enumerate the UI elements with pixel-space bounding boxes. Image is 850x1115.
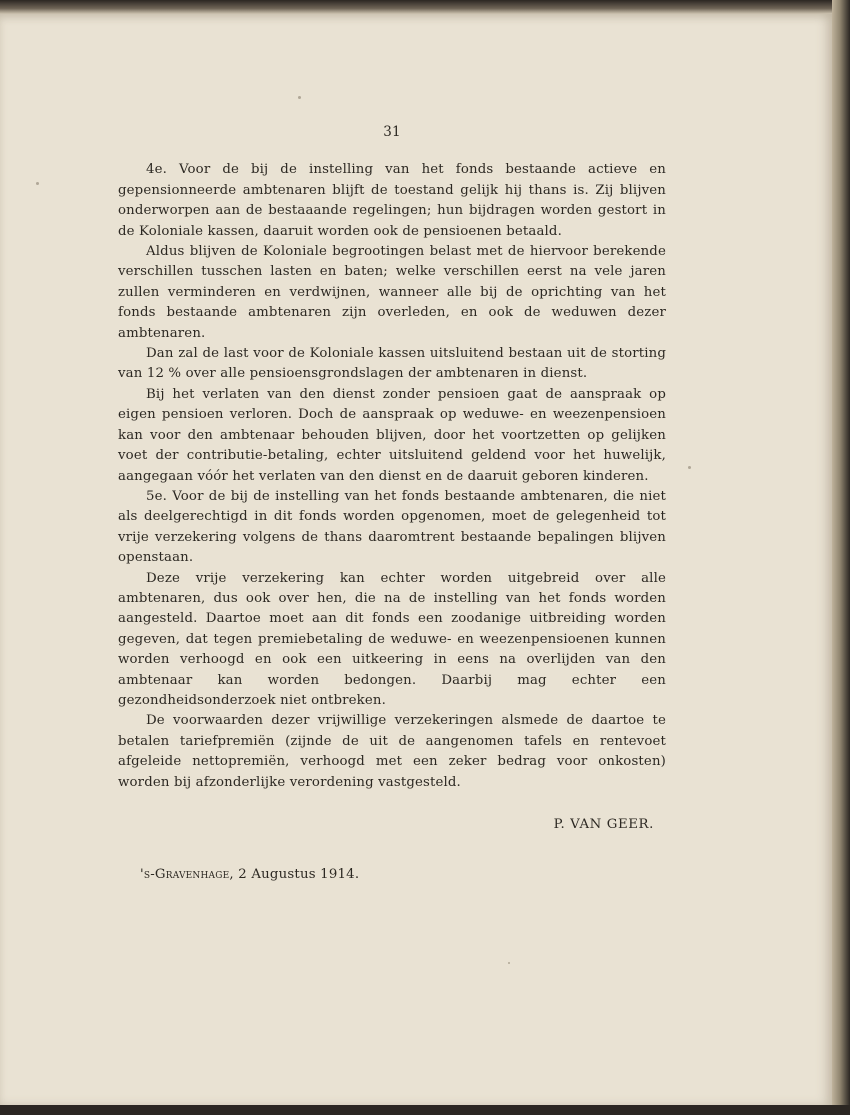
paragraph-4e: 4e. Voor de bij de instelling van het fonds bestaande actieve en gepensionneerde ambtenaren blijft de toestand gelijk hij thans is. Zij blijven onderworpen aan de bestaaande regelingen; hun bijdragen worden gestort in de Koloniale kassen, daaruit worden ook de pensioenen betaald. bbox=[118, 162, 666, 239]
paragraph-bij: Bij het verlaten van den dienst zonder pensioen gaat de aanspraak op eigen pensioen verloren. Doch de aanspraak op weduwe- en weezenpensioen kan voor den ambtenaar behouden blijven, door het voortzetten op gelijken voet der contributie-betaling, echter uitsluitend geldend voor het huwelijk, aangegaan vóór het verlaten van den dienst en de daaruit geboren kinderen. bbox=[118, 386, 666, 484]
paper-speck bbox=[36, 182, 39, 185]
place-name: 's-Gravenhage bbox=[140, 867, 230, 883]
date-text: , 2 Augustus 1914. bbox=[229, 867, 360, 883]
paragraph-de-voorwaarden: De voorwaarden dezer vrijwillige verzekeringen alsmede de daartoe te betalen tariefpremiën (zijnde de uit de aangenomen tafels en rentevoet afgeleide nettopremiën, verhoogd met een zeker bedrag voor onkosten) worden bij afzonderlijke verordening vastgesteld. bbox=[118, 713, 666, 790]
paper-speck bbox=[298, 96, 301, 99]
signature: P. VAN GEER. bbox=[553, 817, 654, 832]
page-top-edge bbox=[0, 0, 850, 14]
paragraph-deze: Deze vrije verzekering kan echter worden uitgebreid over alle ambtenaren, dus ook over hen, die na de instelling van het fonds worden aangesteld. Daartoe moet aan dit fonds een zoodanige uitbreiding worden gegeven, dat tegen premiebetaling de weduwe- en weezenpensioenen kunnen worden verhoogd en ook een uitkeering in eens na overlijden van den ambtenaar kan worden bedongen. Daarbij mag echter een gezondheidsonderzoek niet ontbreken. bbox=[118, 570, 666, 708]
page-right-edge bbox=[832, 0, 850, 1115]
document-body bbox=[118, 108, 666, 886]
paragraph-dan: Dan zal de last voor de Koloniale kassen uitsluitend bestaan uit de storting van 12 % over alle pensioensgrondslagen der ambtenaren in dienst. bbox=[118, 346, 666, 382]
page-number: 31 bbox=[383, 124, 401, 140]
paper-speck bbox=[688, 466, 691, 469]
page-bottom-edge bbox=[0, 1105, 850, 1115]
paragraph-aldus: Aldus blijven de Koloniale begrootingen belast met de hiervoor berekende verschillen tusschen lasten en baten; welke verschillen eerst na vele jaren zullen verminderen en verdwijnen, wanneer alle bij de oprichting van het fonds bestaande ambtenaren zijn overleden, en ook de weduwen dezer ambtenaren. bbox=[118, 244, 666, 341]
paper-speck bbox=[508, 962, 510, 964]
place-date-line bbox=[118, 865, 666, 885]
paragraph-5e: 5e. Voor de bij de instelling van het fonds bestaande ambtenaren, die niet als deelgerechtigd in dit fonds worden opgenomen, moet de gelegenheid tot vrije verzekering volgens de thans daaromtrent bestaande bepalingen blijven openstaan. bbox=[118, 488, 666, 566]
